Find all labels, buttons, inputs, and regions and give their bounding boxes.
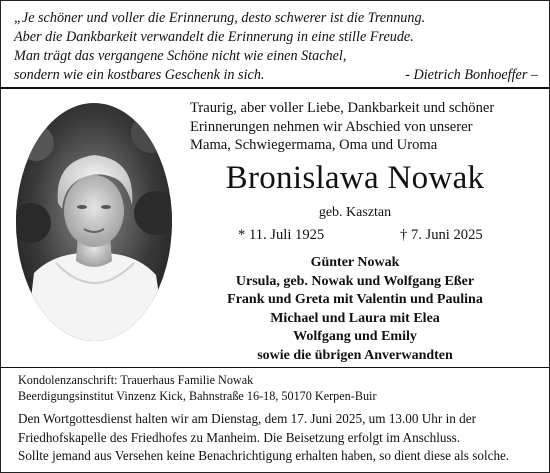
funeral-home: Beerdigungsinstitut Vinzenz Kick, Bahnstraße 16-18, 50170 Kerpen-Buir xyxy=(18,389,377,403)
portrait-photo xyxy=(16,103,172,341)
quote-line: Aber die Dankbarkeit verwandelt die Erinnerung in eine stille Freude. xyxy=(14,29,414,45)
mourner-line: sowie die übrigen Anverwandten xyxy=(257,347,453,363)
intro-line: Traurig, aber voller Liebe, Dankbarkeit und schöner xyxy=(190,100,495,116)
mourner-line: Michael und Laura mit Elea xyxy=(270,310,440,326)
condolence-block xyxy=(18,372,538,404)
mourner-line: Frank und Greta mit Valentin und Paulina xyxy=(227,292,483,307)
service-info xyxy=(18,410,543,466)
service-line: Sollte jemand aus Versehen keine Benachrichtigung erhalten haben, so dient diese als solche. xyxy=(18,448,510,463)
intro-line: Erinnerungen nehmen wir Abschied von unserer xyxy=(190,118,473,135)
quote-author: - Dietrich Bonhoeffer – xyxy=(405,67,538,83)
top-divider xyxy=(0,87,550,89)
service-line: Friedhofskapelle des Friedhofes zu Manheim. Die Beisetzung erfolgt im Anschluss. xyxy=(18,429,461,445)
mourners-list xyxy=(180,254,530,365)
death-date: † 7. Juni 2025 xyxy=(400,227,483,243)
middle-divider xyxy=(0,367,550,368)
quote-line: „Je schöner und voller die Erinnerung, desto schwerer ist die Trennung. xyxy=(14,10,426,26)
mourner-line: Wolfgang und Emily xyxy=(293,329,417,344)
quote-line: sondern wie ein kostbares Geschenk in sich. xyxy=(14,67,265,83)
mourner-line: Günter Nowak xyxy=(310,255,400,270)
deceased-name: Bronislawa Nowak xyxy=(225,160,485,196)
condolence-address: Kondolenzanschrift: Trauerhaus Familie Nowak xyxy=(18,373,254,387)
birth-date: * 11. Juli 1925 xyxy=(238,227,325,243)
quote-block xyxy=(14,9,542,85)
intro-text xyxy=(190,99,535,155)
intro-line: Mama, Schwiegermama, Oma und Uroma xyxy=(190,137,438,153)
service-line: Den Wortgottesdienst halten wir am Dienstag, dem 17. Juni 2025, um 13.00 Uhr in der xyxy=(18,411,476,426)
mourner-line: Ursula, geb. Nowak und Wolfgang Eßer xyxy=(235,273,475,289)
quote-line: Man trägt das vergangene Schöne nicht wie einen Stachel, xyxy=(14,48,347,64)
maiden-name: geb. Kasztan xyxy=(318,205,392,220)
